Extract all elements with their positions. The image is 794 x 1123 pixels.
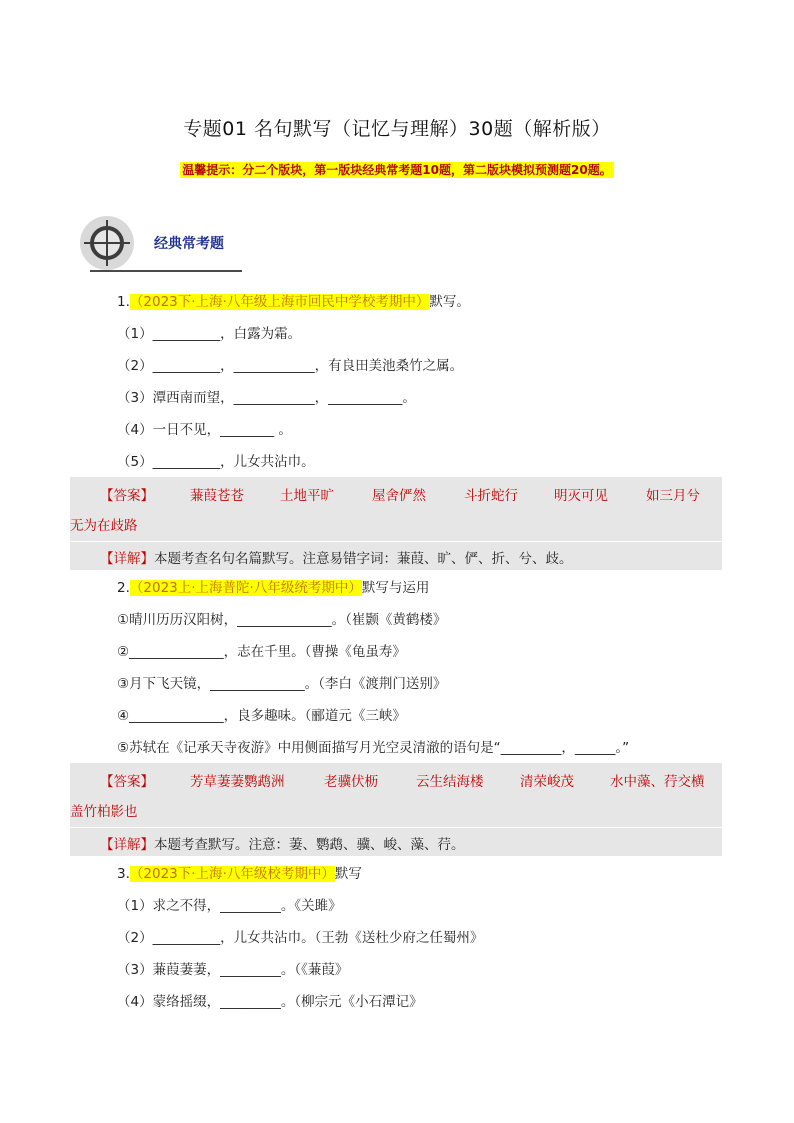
question-1-line: （2）__________，____________，有良田美池桑竹之属。 xyxy=(117,358,464,374)
question-2-heading xyxy=(117,578,429,598)
question-suffix: 默写 xyxy=(334,866,362,882)
answer-item: 水中藻、荇交横 xyxy=(610,774,705,790)
question-number: 1. xyxy=(117,294,130,310)
question-2-line: ②______________，志在千里。（曹操《龟虽寿》 xyxy=(117,644,406,660)
answer-item: 芳草萋萋鹦鹉洲 xyxy=(190,774,285,790)
detail-text xyxy=(100,547,573,567)
question-1-line: （3）潭西南而望，____________，___________。 xyxy=(117,390,416,406)
question-3-line: （2）__________，儿女共沾巾。（王勃《送杜少府之任蜀州》 xyxy=(117,930,484,946)
question-source: （2023上·上海普陀·八年级统考期中） xyxy=(129,580,362,596)
answer-item: 老骥伏枥 xyxy=(324,774,378,790)
detail-label: 【详解】 xyxy=(100,837,154,853)
detail-box-2 xyxy=(70,828,722,856)
question-2-line: ③月下飞天镜，______________。（李白《渡荆门送别》 xyxy=(117,676,447,692)
question-2-line: ④______________，良多趣味。（郦道元《三峡》 xyxy=(117,708,406,724)
answer-item: 土地平旷 xyxy=(280,488,334,504)
detail-text xyxy=(100,833,465,853)
question-2-line: ⑤苏轼在《记承天寺夜游》中用侧面描写月光空灵清澈的语句是“_________，______。” xyxy=(117,740,630,756)
question-1-line: （1）__________，白露为霜。 xyxy=(117,326,302,342)
answer-item: 屋舍俨然 xyxy=(372,488,426,504)
tip-text: 温馨提示：分二个版块，第一版块经典常考题10题，第二版块模拟预测题20题。 xyxy=(182,163,612,177)
question-suffix: 默写。 xyxy=(429,294,470,310)
answer-box-2 xyxy=(70,763,722,827)
question-3-line: （1）求之不得，_________。《关雎》 xyxy=(117,898,342,914)
section-header xyxy=(80,216,245,274)
answer-item: 斗折蛇行 xyxy=(464,488,518,504)
question-3-heading xyxy=(117,864,362,884)
question-source: （2023下·上海·八年级上海市回民中学校考期中） xyxy=(129,294,430,310)
detail-label: 【详解】 xyxy=(100,551,154,567)
target-icon xyxy=(80,216,134,270)
section-label: 经典常考题 xyxy=(154,236,224,252)
answer-item: 明灭可见 xyxy=(554,488,608,504)
answer-item: 如三月兮 xyxy=(646,488,700,504)
answer-item: 盖竹柏影也 xyxy=(70,804,138,820)
question-number: 2. xyxy=(117,580,130,596)
question-1-line: （4）一日不见，________ 。 xyxy=(117,422,292,438)
answer-item: 清荣峻茂 xyxy=(520,774,574,790)
detail-box-1 xyxy=(70,542,722,570)
detail-body: 本题考查名句名篇默写。注意易错字词：蒹葭、旷、俨、折、兮、歧。 xyxy=(154,551,573,567)
answer-item: 蒹葭苍苍 xyxy=(190,488,244,504)
question-1-heading xyxy=(117,292,470,312)
answer-label: 【答案】 xyxy=(100,488,154,504)
page-title: 专题01 名句默写（记忆与理解）30题（解析版） xyxy=(183,118,611,140)
question-3-line: （4）蒙络摇缀，_________。（柳宗元《小石潭记》 xyxy=(117,994,423,1010)
question-1-line: （5）__________，儿女共沾巾。 xyxy=(117,454,315,470)
section-underline xyxy=(90,270,242,272)
question-suffix: 默写与运用 xyxy=(361,580,430,596)
question-source: （2023下·上海·八年级校考期中） xyxy=(129,866,335,882)
question-3-line: （3）蒹葭萋萋，_________。（《蒹葭》 xyxy=(117,962,349,978)
answer-item: 无为在歧路 xyxy=(70,518,138,534)
question-number: 3. xyxy=(117,866,130,882)
answer-item: 云生结海楼 xyxy=(416,774,484,790)
question-2-line: ①晴川历历汉阳树，______________。（崔颢《黄鹤楼》 xyxy=(117,612,447,628)
answer-box-1 xyxy=(70,477,722,541)
tip-banner xyxy=(0,161,794,178)
answer-label: 【答案】 xyxy=(100,774,154,790)
detail-body: 本题考查默写。注意：萋、鹦鹉、骥、峻、藻、荇。 xyxy=(154,837,465,853)
